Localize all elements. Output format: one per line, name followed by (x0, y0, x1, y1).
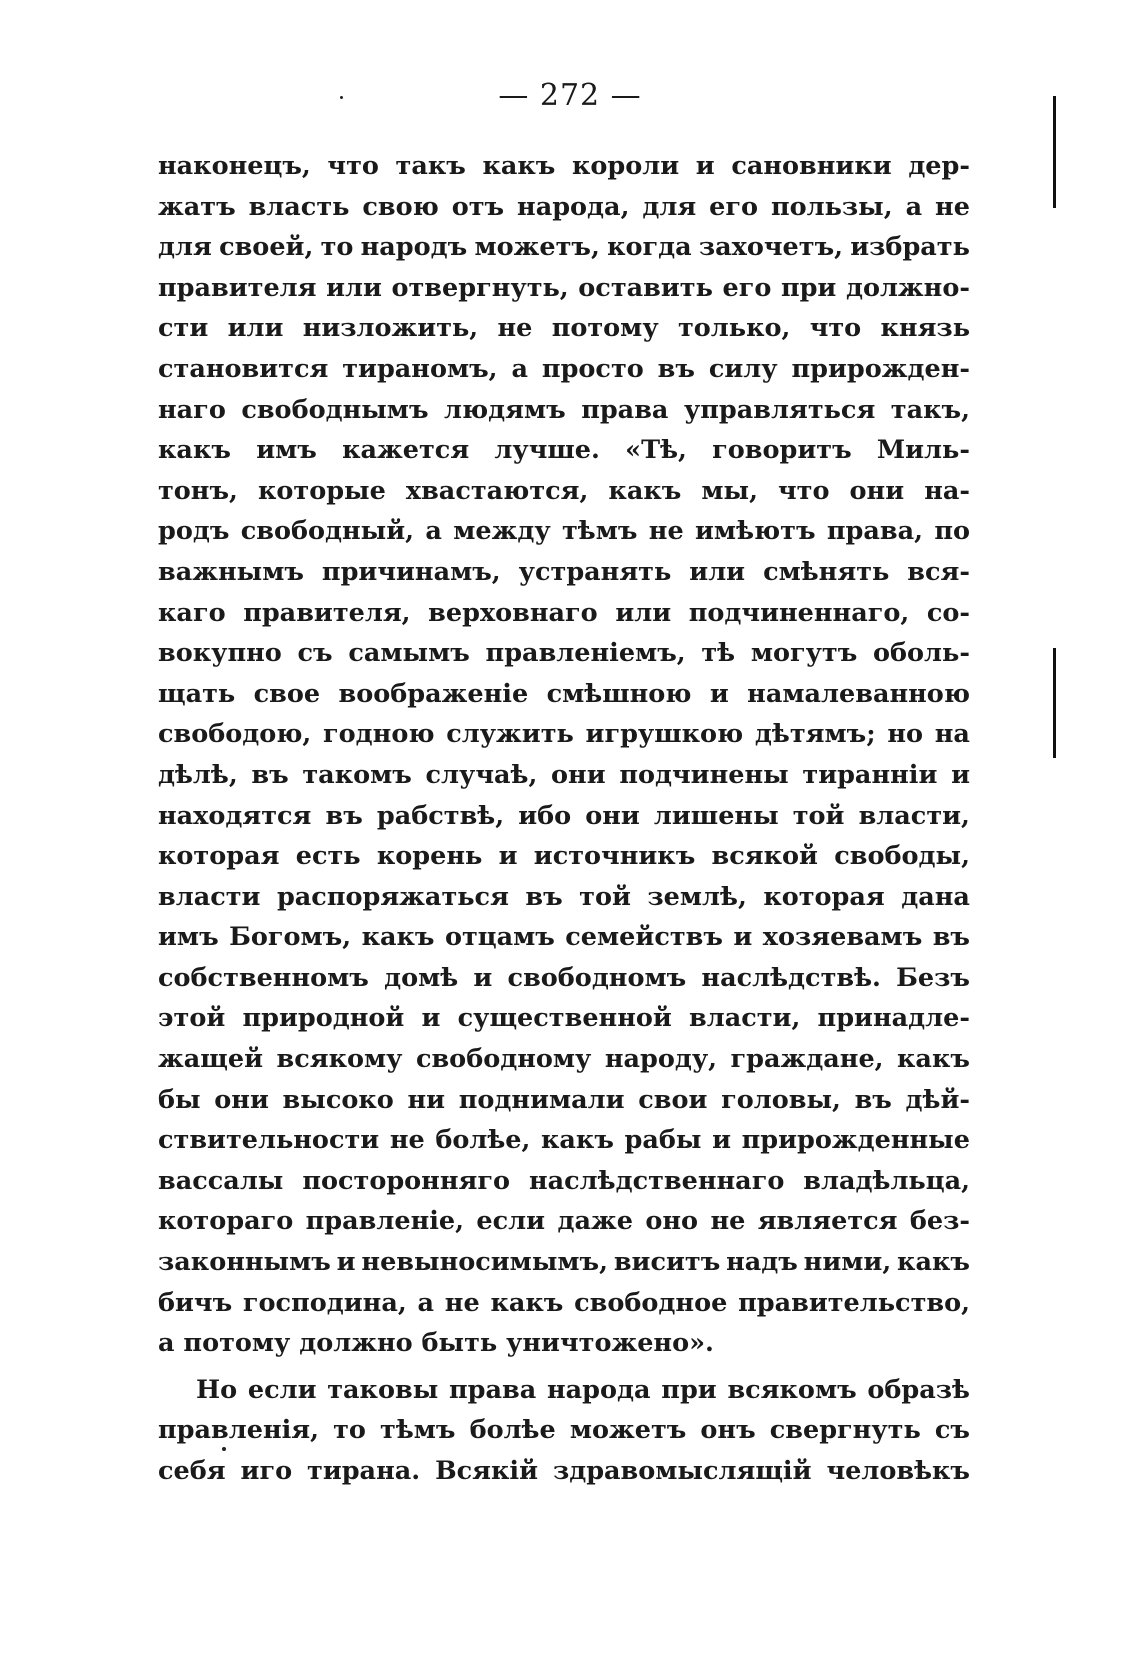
text-line: имъ Богомъ, какъ отцамъ семействъ и хозяевамъ въ (158, 922, 970, 953)
text-line: важнымъ причинамъ, устранять или смѣнять вся- (158, 556, 970, 587)
text-block (158, 146, 970, 1492)
text-line: вассалы посторонняго наслѣдственнаго владѣльца, (158, 1165, 970, 1196)
text-line: наго свободнымъ людямъ права управляться такъ, (158, 394, 970, 425)
text-line: Но если таковы права народа при всякомъ образѣ (196, 1374, 970, 1405)
text-line: правленія, то тѣмъ болѣе можетъ онъ свергнуть съ (158, 1415, 970, 1446)
text-line: свободою, годною служить игрушкою дѣтямъ; но на (158, 719, 970, 750)
text-line: ствительности не болѣе, какъ рабы и прирожденные (158, 1125, 970, 1156)
text-line: жащей всякому свободному народу, граждане, какъ (158, 1044, 970, 1075)
text-line: жатъ власть свою отъ народа, для его пользы, а не (158, 191, 970, 222)
text-line: а потому должно быть уничтожено». (158, 1328, 714, 1359)
scan-speck (340, 96, 343, 99)
text-line: тонъ, которые хвастаются, какъ мы, что они на- (158, 475, 970, 506)
text-line: каго правителя, верховнаго или подчиненнаго, со- (158, 597, 970, 628)
text-line: находятся въ рабствѣ, ибо они лишены той власти, (158, 800, 970, 831)
text-line: которая есть корень и источникъ всякой свободы, (158, 841, 970, 872)
text-line: щать свое воображеніе смѣшною и намалеванною (158, 678, 970, 709)
page-number: — 272 — (498, 78, 642, 113)
scan-edge-mark (1053, 648, 1056, 758)
scan-speck (222, 1447, 226, 1451)
text-line: бичъ господина, а не какъ свободное правительство, (158, 1287, 970, 1318)
text-line: дѣлѣ, въ такомъ случаѣ, они подчинены тиранніи и (158, 759, 970, 790)
text-line: родъ свободный, а между тѣмъ не имѣютъ права, по (158, 516, 970, 547)
text-line: вокупно съ самымъ правленіемъ, тѣ могутъ оболь- (158, 638, 970, 669)
text-line: бы они высоко ни поднимали свои головы, въ дѣй- (158, 1084, 970, 1115)
text-line: наконецъ, что такъ какъ короли и сановники дер- (158, 151, 970, 181)
text-line: сти или низложить, не потому только, что князь (158, 313, 970, 344)
text-line: котораго правленіе, если даже оно не является без- (158, 1206, 970, 1237)
text-line: становится тираномъ, а просто въ силу прирожден- (158, 353, 970, 384)
text-line: для своей, то народъ можетъ, когда захочетъ, избрать (158, 232, 970, 263)
text-line: какъ имъ кажется лучше. «Тѣ, говоритъ Миль- (158, 435, 970, 466)
text-line: этой природной и существенной власти, принадле- (158, 1003, 970, 1034)
text-line: власти распоряжаться въ той землѣ, которая дана (158, 881, 970, 912)
text-line: правителя или отвергнуть, оставить его при должно- (158, 272, 970, 303)
text-line: собственномъ домѣ и свободномъ наслѣдствѣ. Безъ (158, 962, 970, 993)
text-line: законнымъ и невыносимымъ, виситъ надъ ними, какъ (158, 1247, 970, 1278)
text-line: себя иго тирана. Всякій здравомыслящій человѣкъ (158, 1456, 970, 1486)
scan-edge-mark (1053, 96, 1056, 208)
